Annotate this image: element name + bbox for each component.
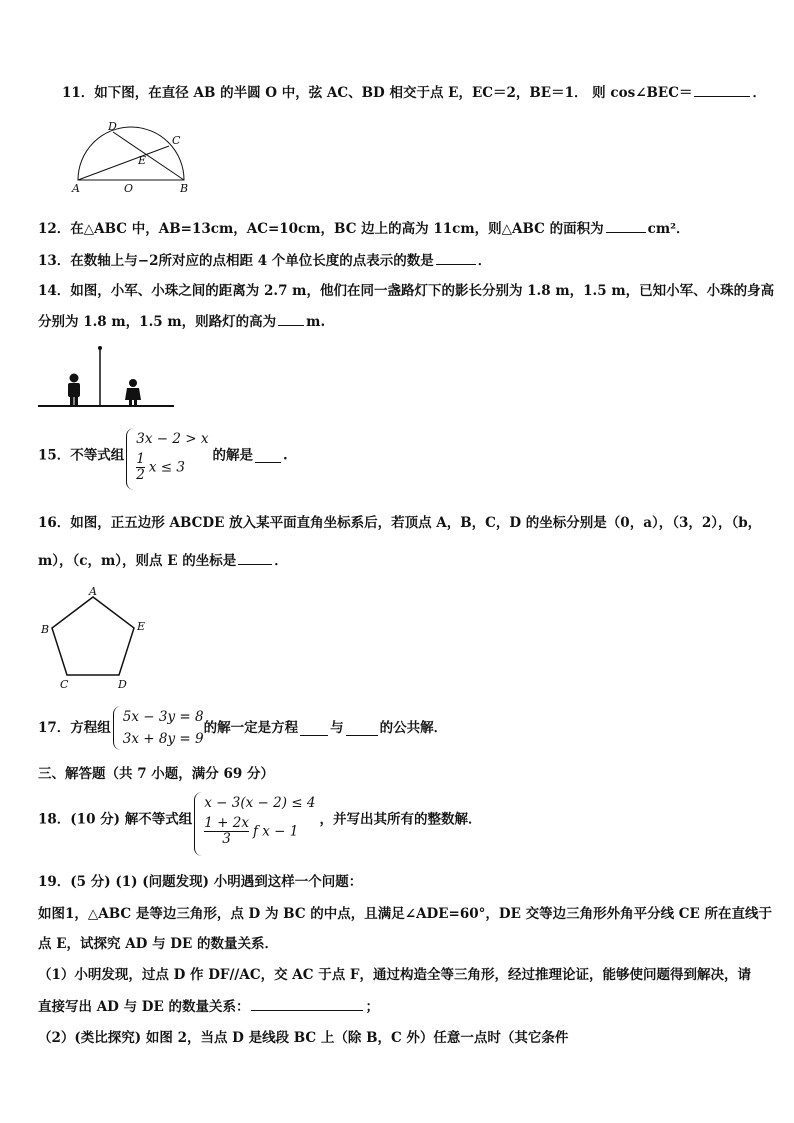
person-xiaozhu-icon xyxy=(125,379,141,406)
q19-answer-blank xyxy=(251,996,363,1011)
q17-eq2: 3x + 8y = 9 xyxy=(122,731,204,747)
q15-eq2-rest: x ≤ 3 xyxy=(148,459,185,476)
section-3-heading: 三、解答题（共 7 小题，满分 69 分） xyxy=(38,766,274,782)
q15-frac-den: 2 xyxy=(136,467,145,483)
question-19-line4: （1）小明发现，过点 D 作 DF//AC，交 AC 于点 F，通过构造全等三角形，经过推理论证，能够使问题得到解决，请 xyxy=(38,967,751,983)
q15-eq1: 3x − 2 > x xyxy=(136,431,209,447)
q11-end: ． xyxy=(752,85,766,101)
q12-end: cm²． xyxy=(647,221,690,237)
q15-answer-blank xyxy=(255,448,281,463)
q15-prefix: 15．不等式组 xyxy=(38,447,125,464)
label-c: C xyxy=(172,134,181,147)
label-d: D xyxy=(108,120,117,133)
question-14-line2 xyxy=(38,311,325,332)
q17-system xyxy=(113,706,204,750)
q12-text: 12．在△ABC 中，AB=13cm，AC=10cm，BC 边上的高为 11cm，则△ABC 的面积为 xyxy=(38,221,604,237)
chord-ac xyxy=(78,146,169,180)
lamp-icon xyxy=(98,346,102,350)
q11-answer-blank xyxy=(694,82,750,97)
pentagon-shape xyxy=(52,597,134,675)
q17-answer-blank-2 xyxy=(346,721,378,736)
q16-line1: 16．如图，正五边形 ABCDE 放入某平面直角坐标系后，若顶点 A，B，C，D 的坐标分别是（0，a），（3，2），（b， xyxy=(38,515,762,531)
q17-end: 的公共解． xyxy=(379,720,448,736)
q18-suffix: ，并写出其所有的整数解． xyxy=(319,811,482,828)
q15-system xyxy=(126,428,208,483)
label-e: E xyxy=(137,620,146,633)
q17-prefix: 17．方程组 xyxy=(38,720,111,736)
q15-suffix: 的解是 xyxy=(212,447,253,464)
q15-brace xyxy=(126,428,135,490)
q17-answer-blank-1 xyxy=(300,721,328,736)
label-e: E xyxy=(138,154,147,167)
question-17 xyxy=(38,706,447,750)
label-a: A xyxy=(72,182,80,195)
question-18 xyxy=(38,792,481,847)
q18-prefix: 18．(10 分) 解不等式组 xyxy=(38,811,193,828)
question-12 xyxy=(38,218,690,239)
label-b: B xyxy=(41,623,50,636)
q18-frac-num: 1 + 2x xyxy=(204,815,249,831)
q17-eq1: 5x − 3y = 8 xyxy=(122,709,204,725)
figure-pentagon xyxy=(38,585,150,693)
semicircle-shape xyxy=(78,127,184,180)
q19-line5-end: ； xyxy=(365,999,379,1015)
q18-eq2-rest: f x − 1 xyxy=(252,823,299,840)
q15-eq2 xyxy=(126,452,208,483)
q12-answer-blank xyxy=(606,218,646,233)
q15-fraction xyxy=(136,452,145,483)
label-o: O xyxy=(124,182,134,195)
label-a: A xyxy=(89,585,97,598)
question-14-line1 xyxy=(38,281,774,301)
figure-semicircle xyxy=(68,116,188,196)
q18-eq1: x − 3(x − 2) ≤ 4 xyxy=(204,795,316,811)
q11-text: 11．如下图，在直径 AB 的半圆 O 中，弦 AC、BD 相交于点 E，EC＝2，BE＝1． 则 cos∠BEC＝ xyxy=(62,85,693,101)
q16-line2: m），（c，m），则点 E 的坐标是 xyxy=(38,553,237,569)
label-c: C xyxy=(60,678,69,691)
question-11 xyxy=(62,82,766,103)
question-19-line5 xyxy=(38,996,379,1017)
q19-line5: 直接写出 AD 与 DE 的数量关系： xyxy=(38,999,250,1015)
figure-streetlamp xyxy=(36,340,181,412)
question-16-line1 xyxy=(38,513,761,533)
q13-text: 13．在数轴上与−2所对应的点相距 4 个单位长度的点表示的数是 xyxy=(38,253,434,269)
q14-line2: 分别为 1.8 m，1.5 m，则路灯的高为 xyxy=(38,314,277,330)
question-15 xyxy=(38,428,288,483)
label-b: B xyxy=(180,182,188,195)
question-13 xyxy=(38,250,491,271)
q18-fraction xyxy=(204,816,249,847)
q13-end: ． xyxy=(477,253,492,269)
question-16-line2 xyxy=(38,550,288,571)
q14-end: m. xyxy=(306,314,326,330)
q13-answer-blank xyxy=(436,250,476,265)
q15-end: . xyxy=(283,447,288,464)
question-19-line3: 点 E，试探究 AD 与 DE 的数量关系． xyxy=(38,936,278,952)
q18-system xyxy=(194,792,315,847)
label-d: D xyxy=(118,678,127,691)
q14-line1: 14．如图，小军、小珠之间的距离为 2.7 m，他们在同一盏路灯下的影长分别为 1.8 m，1.5 m，已知小军、小珠的身高 xyxy=(38,283,775,299)
q16-end: ． xyxy=(274,553,288,569)
q17-mid2: 与 xyxy=(330,720,344,736)
question-19-line2: 如图1，△ABC 是等边三角形，点 D 为 BC 的中点，且满足∠ADE=60°，DE 交等边三角形外角平分线 CE 所在直线于 xyxy=(38,906,773,922)
q17-brace xyxy=(113,706,122,750)
q18-eq2 xyxy=(194,816,315,847)
q14-answer-blank xyxy=(278,311,304,326)
q18-brace xyxy=(194,792,203,856)
q18-frac-den: 3 xyxy=(222,831,231,847)
question-19-line1: 19．(5 分) (1) (问题发现) 小明遇到这样一个问题： xyxy=(38,874,363,890)
person-xiaojun-icon xyxy=(68,374,80,407)
q15-frac-num: 1 xyxy=(136,451,145,467)
question-19-line6: （2）(类比探究) 如图 2，当点 D 是线段 BC 上（除 B，C 外）任意一点时（其它条件 xyxy=(38,1030,569,1046)
q17-mid1: 的解一定是方程 xyxy=(203,720,299,736)
q16-answer-blank xyxy=(238,550,272,565)
